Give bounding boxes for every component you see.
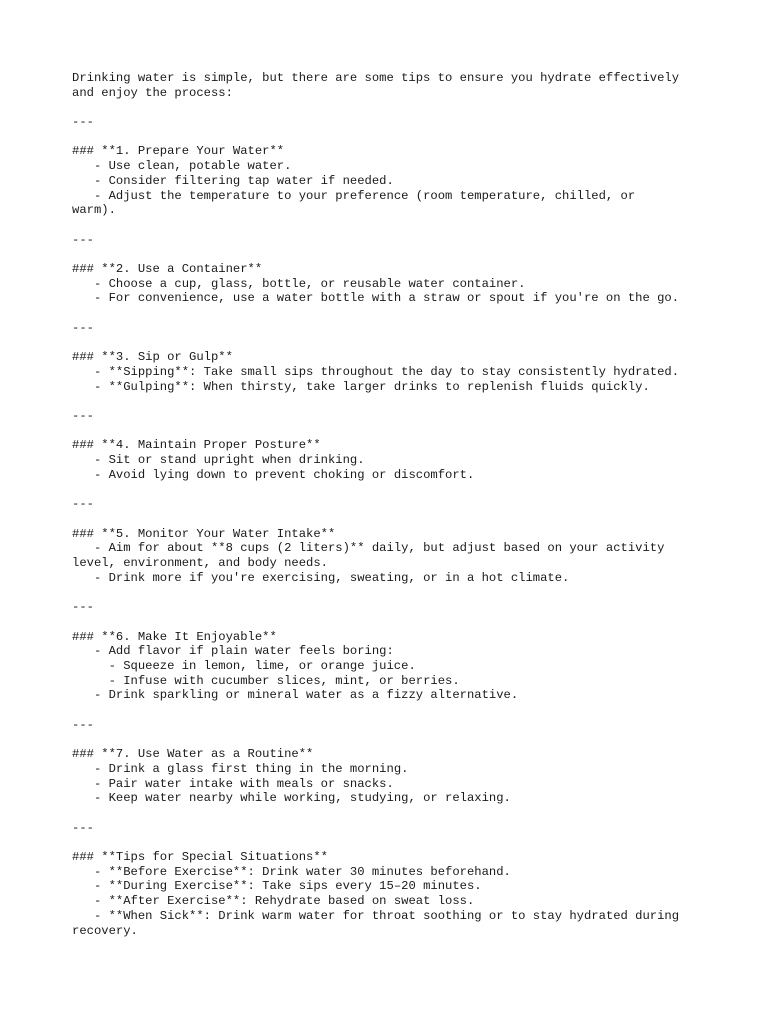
blank-line [72,806,712,821]
text-line: and enjoy the process: [72,85,233,100]
section-heading: ### **Tips for Special Situations** [72,850,328,865]
list-item: - **Before Exercise**: Drink water 30 minutes beforehand. [72,864,511,879]
list-item: - For convenience, use a water bottle with a straw or spout if you're on the go. [72,291,680,306]
section-heading: ### **3. Sip or Gulp** [72,350,233,365]
text-line: recovery. [72,923,138,938]
list-item: - Use clean, potable water. [72,159,292,174]
list-item: - Avoid lying down to prevent choking or discomfort. [72,467,475,482]
text-line: level, environment, and body needs. [72,556,328,571]
blank-line [72,100,712,115]
list-item: - **Gulping**: When thirsty, take larger drinks to replenish fluids quickly. [72,379,650,394]
list-item: - Choose a cup, glass, bottle, or reusable water container. [72,276,526,291]
document-body [72,71,712,938]
blank-line [72,394,712,409]
blank-line [72,585,712,600]
section-heading: ### **1. Prepare Your Water** [72,144,285,159]
blank-line [72,247,712,262]
horizontal-rule: --- [72,600,94,615]
blank-line [72,218,712,233]
list-item: - Consider filtering tap water if needed. [72,173,394,188]
section-heading: ### **5. Monitor Your Water Intake** [72,526,336,541]
list-item: - **During Exercise**: Take sips every 15–20 minutes. [72,879,482,894]
blank-line [72,732,712,747]
horizontal-rule: --- [72,409,94,424]
list-item: - Adjust the temperature to your preference (room temperature, chilled, or [72,188,636,203]
list-item: - Aim for about **8 cups (2 liters)** daily, but adjust based on your activity [72,541,665,556]
blank-line [72,615,712,630]
list-item: - **After Exercise**: Rehydrate based on sweat loss. [72,894,475,909]
list-item: - Drink a glass first thing in the morning. [72,761,409,776]
section-heading: ### **7. Use Water as a Routine** [72,747,314,762]
blank-line [72,512,712,527]
horizontal-rule: --- [72,820,94,835]
list-item: - Sit or stand upright when drinking. [72,453,365,468]
list-item: - Keep water nearby while working, studying, or relaxing. [72,791,511,806]
section-heading: ### **6. Make It Enjoyable** [72,629,277,644]
blank-line [72,424,712,439]
horizontal-rule: --- [72,497,94,512]
blank-line [72,703,712,718]
list-item: - Drink sparkling or mineral water as a fizzy alternative. [72,688,519,703]
list-item: - Add flavor if plain water feels boring: [72,644,394,659]
text-line: warm). [72,203,116,218]
section-heading: ### **4. Maintain Proper Posture** [72,438,321,453]
horizontal-rule: --- [72,320,94,335]
blank-line [72,336,712,351]
list-item: - **When Sick**: Drink warm water for throat soothing or to stay hydrated during [72,908,680,923]
blank-line [72,483,712,498]
blank-line [72,130,712,145]
horizontal-rule: --- [72,717,94,732]
horizontal-rule: --- [72,232,94,247]
list-item: - Squeeze in lemon, lime, or orange juice. [72,658,416,673]
blank-line [72,835,712,850]
blank-line [72,306,712,321]
list-item: - Infuse with cucumber slices, mint, or berries. [72,673,460,688]
list-item: - Drink more if you're exercising, sweating, or in a hot climate. [72,570,570,585]
text-line: Drinking water is simple, but there are some tips to ensure you hydrate effectively [72,71,680,85]
list-item: - **Sipping**: Take small sips throughout the day to stay consistently hydrated. [72,364,680,379]
section-heading: ### **2. Use a Container** [72,262,263,277]
list-item: - Pair water intake with meals or snacks. [72,776,394,791]
horizontal-rule: --- [72,115,94,130]
